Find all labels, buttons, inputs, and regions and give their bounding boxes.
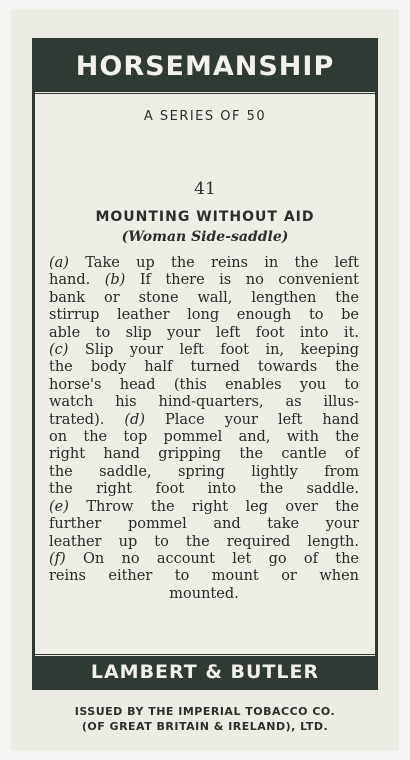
- text-line: [49, 499, 359, 516]
- maker-name: LAMBERT & BUTLER: [90, 660, 320, 683]
- instruction-text: [49, 255, 359, 603]
- title-banner: [35, 41, 375, 95]
- text-segment: the right foot into the saddle.: [49, 481, 359, 498]
- text-segment: on the top pommel and, with the: [49, 429, 359, 446]
- text-line: [49, 255, 359, 272]
- step-label: (c): [49, 342, 69, 359]
- card-number: 41: [194, 179, 216, 199]
- text-line: [49, 359, 359, 376]
- text-line: [49, 377, 359, 394]
- text-segment: bank or stone wall, lengthen the: [49, 289, 359, 306]
- card-subheading: (Woman Side-saddle): [121, 229, 289, 245]
- text-line: [49, 446, 359, 463]
- text-segment: able to slip your left foot into it.: [49, 324, 359, 341]
- text-segment: Place your left hand: [144, 411, 359, 428]
- text-segment: the body half turned towards the: [49, 359, 359, 376]
- step-label: (f): [49, 550, 66, 567]
- text-segment: further pommel and take your: [49, 516, 359, 533]
- text-segment: reins either to mount or when: [49, 568, 359, 585]
- text-line: [49, 290, 359, 307]
- text-line: [49, 516, 359, 533]
- text-segment: Throw the right leg over the: [68, 498, 359, 515]
- text-segment: trated).: [49, 411, 125, 428]
- text-line: [49, 394, 359, 411]
- text-segment: On no account let go of the: [65, 550, 359, 567]
- series-label: A SERIES OF 50: [143, 109, 267, 124]
- text-segment: watch his hind-quarters, as illus-: [49, 394, 359, 411]
- text-segment: leather up to the required length.: [49, 533, 359, 550]
- step-label: (a): [49, 255, 69, 271]
- text-line: [49, 429, 359, 446]
- step-label: (d): [124, 411, 145, 428]
- text-line: [49, 464, 359, 481]
- card-title: HORSEMANSHIP: [75, 51, 335, 82]
- text-line: [49, 412, 359, 429]
- text-segment: the saddle, spring lightly from: [49, 463, 359, 480]
- step-label: (e): [49, 498, 69, 515]
- card-heading: MOUNTING WITHOUT AID: [95, 209, 315, 225]
- text-segment: stirrup leather long enough to be: [49, 307, 359, 324]
- text-line: [49, 272, 359, 289]
- text-line: [49, 551, 359, 568]
- text-segment: mounted.: [169, 585, 239, 602]
- step-label: (b): [104, 272, 126, 289]
- issuer-line-1: ISSUED BY THE IMPERIAL TOBACCO CO.: [74, 705, 336, 718]
- text-line: [49, 534, 359, 551]
- text-line: [49, 307, 359, 324]
- text-line: [49, 568, 359, 585]
- cigarette-card: [12, 10, 398, 750]
- text-segment: horse's head (this enables you to: [49, 376, 359, 393]
- issuer-line-2: (OF GREAT BRITAIN & IRELAND), LTD.: [81, 720, 329, 733]
- text-segment: hand.: [49, 272, 105, 289]
- maker-banner: [35, 653, 375, 687]
- text-segment: If there is no convenient: [125, 272, 359, 289]
- text-line: [49, 325, 359, 342]
- text-segment: right hand gripping the cantle of: [49, 446, 359, 463]
- text-line: [49, 481, 359, 498]
- text-line: [49, 586, 359, 603]
- text-line: [49, 342, 359, 359]
- card-frame: [32, 38, 378, 690]
- text-segment: Take up the reins in the left: [68, 255, 359, 271]
- issuer-note: [12, 704, 398, 734]
- text-segment: Slip your left foot in, keeping: [68, 342, 359, 359]
